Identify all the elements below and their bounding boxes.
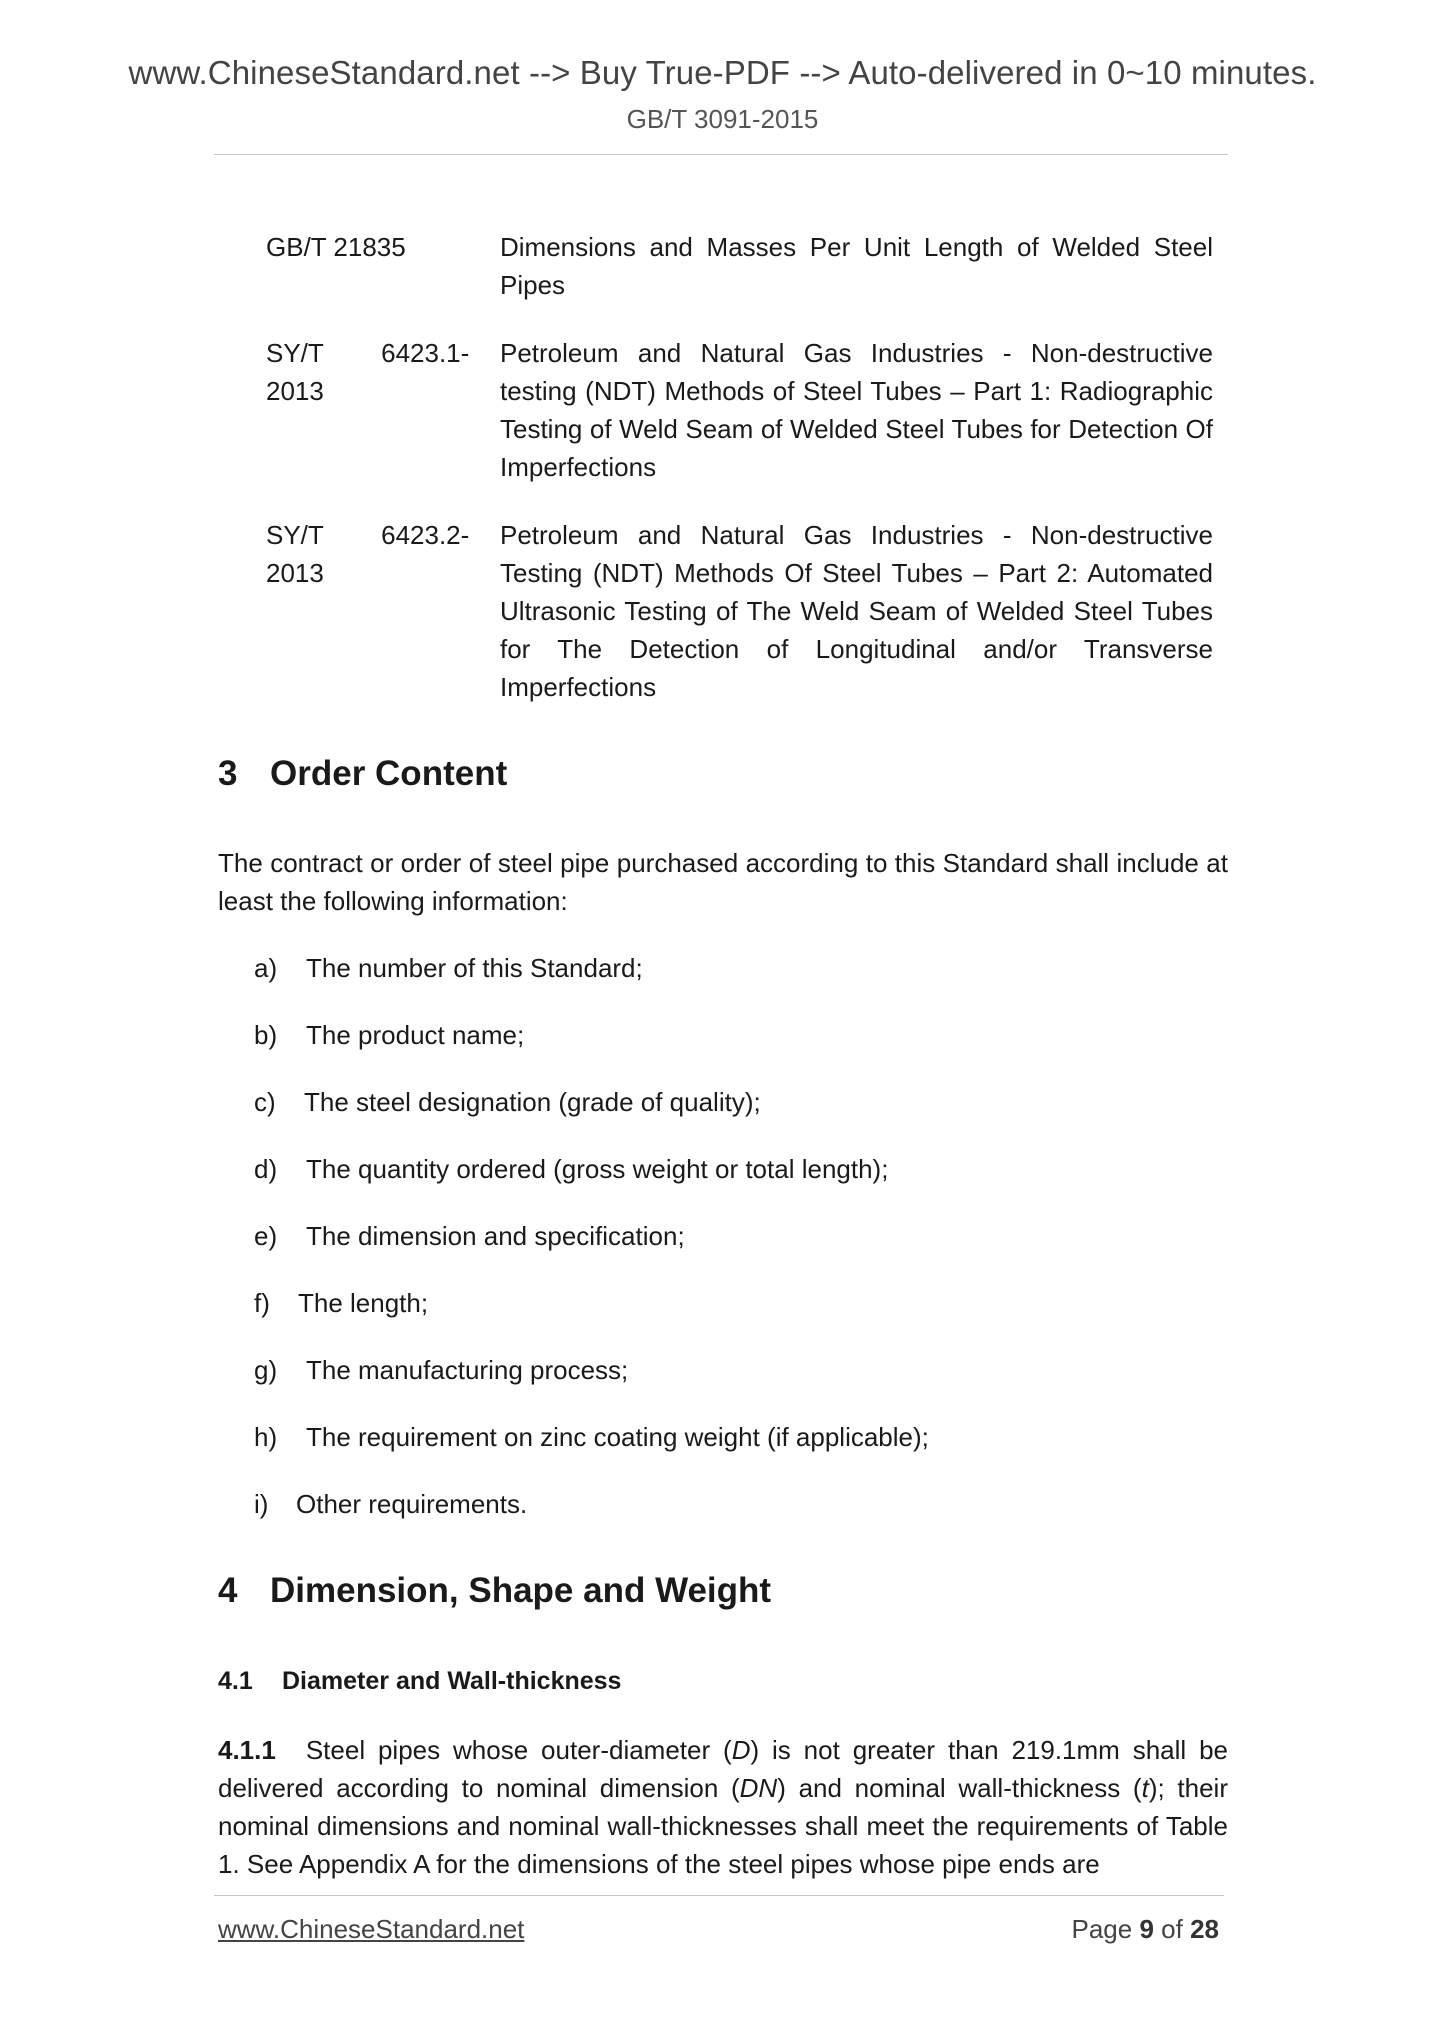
section-number: 3: [218, 754, 238, 793]
symbol-t: t: [1141, 1773, 1149, 1803]
reference-title: Petroleum and Natural Gas Industries - Non-destructive testing (NDT) Methods of Steel Tubes – Part 1: Radiographic Testing of Weld Seam of Welded Steel Tubes for Detection Of Imperfections: [500, 338, 1213, 482]
reference-title: Dimensions and Masses Per Unit Length of Welded Steel Pipes: [500, 232, 1213, 300]
list-item-text: The manufacturing process;: [306, 1355, 629, 1385]
clause-4-1-1: [218, 1731, 1228, 1883]
list-item-label: f): [254, 1288, 270, 1318]
clause-text: Steel pipes whose outer-diameter (: [305, 1735, 732, 1765]
list-item-label: a): [254, 953, 278, 983]
list-item-label: b): [254, 1020, 278, 1050]
symbol-dn: DN: [739, 1773, 778, 1803]
reference-code: SY/T 6423.1- 2013: [266, 338, 470, 406]
list-item-text: The product name;: [306, 1020, 525, 1050]
symbol-d: D: [731, 1735, 751, 1765]
clause-text: ); their nominal dimensions and nominal wall-thicknesses shall meet the requirements of Table 1. See Appendix A for the dimensions of the steel pipes whose pipe ends are: [218, 1773, 1228, 1879]
list-item-label: h): [254, 1422, 278, 1452]
reference-title: Petroleum and Natural Gas Industries - Non-destructive Testing (NDT) Methods Of Steel Tubes – Part 2: Automated Ultrasonic Testing of The Weld Seam of Welded Steel Tubes for The Detection of Longitudinal and/or Transverse Imperfections: [500, 520, 1213, 702]
header-divider: [214, 154, 1228, 155]
list-item-text: The dimension and specification;: [306, 1221, 685, 1251]
list-item-label: i): [254, 1489, 269, 1519]
list-item-label: e): [254, 1221, 278, 1251]
page-of: of: [1161, 1914, 1183, 1944]
header-banner[interactable]: www.ChineseStandard.net --> Buy True-PDF --> Auto-delivered in 0~10 minutes.: [128, 54, 1317, 91]
list-item-text: The number of this Standard;: [306, 953, 643, 983]
clause-number: 4.1.1: [218, 1735, 276, 1765]
list-item-label: g): [254, 1355, 278, 1385]
footer-divider: [214, 1895, 1224, 1896]
list-item-label: c): [254, 1087, 276, 1117]
page-indicator: [1071, 1914, 1219, 1945]
clause-text: ) is not greater than 219.1mm shall be delivered according to nominal dimension (: [218, 1735, 1229, 1803]
clause-text: ) and nominal wall-thickness (: [777, 1773, 1142, 1803]
list-item-text: The length;: [298, 1288, 429, 1318]
section-number: 4: [218, 1571, 238, 1610]
footer-website-link[interactable]: www.ChineseStandard.net: [218, 1914, 525, 1944]
list-item-text: The quantity ordered (gross weight or total length);: [306, 1154, 889, 1184]
section-title: Dimension, Shape and Weight: [270, 1571, 772, 1610]
section-3-intro: The contract or order of steel pipe purchased according to this Standard shall include at least the following information:: [218, 848, 1228, 916]
subsection-number: 4.1: [218, 1667, 253, 1695]
subsection-title: Diameter and Wall-thickness: [282, 1667, 622, 1695]
page-total: 28: [1190, 1914, 1219, 1944]
header-standard-number: GB/T 3091-2015: [626, 104, 819, 134]
reference-code: SY/T 6423.2- 2013: [266, 520, 470, 588]
section-title: Order Content: [270, 754, 508, 793]
reference-code: GB/T 21835: [266, 232, 406, 262]
page-current: 9: [1139, 1914, 1154, 1944]
page-word: Page: [1071, 1914, 1133, 1944]
list-item-label: d): [254, 1154, 278, 1184]
list-item-text: The steel designation (grade of quality);: [304, 1087, 761, 1117]
list-item-text: Other requirements.: [296, 1489, 528, 1519]
list-item-text: The requirement on zinc coating weight (if applicable);: [306, 1422, 929, 1452]
